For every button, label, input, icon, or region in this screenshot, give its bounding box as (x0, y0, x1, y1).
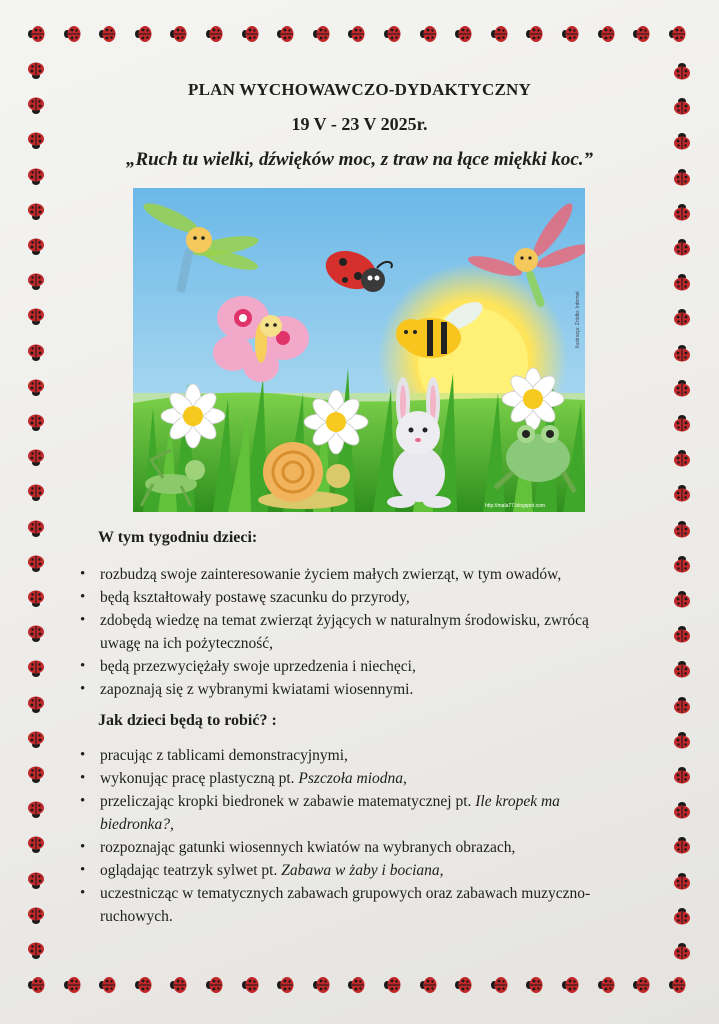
activity-text: pracując z tablicami demonstracyjnymi, (100, 747, 348, 764)
goal-text: zapoznają się z wybranymi kwiatami wiosennymi. (100, 681, 414, 698)
illustration-credit: http://mala77.blogspot.com (485, 503, 546, 509)
activity-text: przeliczając kropki biedronek w zabawie matematycznej pt. (100, 793, 476, 810)
activity-item (80, 790, 600, 836)
activity-title: Ile kropek ma biedronka? (100, 793, 560, 833)
activity-text: wykonując pracę plastyczną pt. (100, 770, 299, 787)
goal-text: będą przezwyciężały swoje uprzedzenia i niechęci, (100, 658, 416, 675)
goal-item (80, 563, 600, 586)
page-title: PLAN WYCHOWAWCZO-DYDAKTYCZNY (188, 80, 531, 99)
activity-title: Pszczoła miodna (298, 770, 404, 787)
activity-text: rozpoznając gatunki wiosennych kwiatów na wybranych obrazach, (100, 839, 516, 856)
activity-item (80, 744, 600, 767)
goals-list (80, 563, 600, 701)
activity-punctuation: , (439, 862, 444, 879)
goal-text: rozbudzą swoje zainteresowanie życiem małych zwierząt, w tym owadów, (100, 566, 562, 583)
activity-text: oglądając teatrzyk sylwet pt. (100, 862, 282, 879)
activity-title: Zabawa w żaby i bociana (281, 862, 440, 879)
activity-item (80, 882, 600, 928)
activities-list (80, 744, 600, 928)
activity-item (80, 767, 600, 790)
goal-text: będą kształtowały postawę szacunku do przyrody, (100, 589, 410, 606)
date-range: 19 V - 23 V 2025r. (291, 114, 428, 134)
section-heading-how: Jak dzieci będą to robić? : (98, 712, 277, 729)
goal-item (80, 655, 600, 678)
activity-item (80, 836, 600, 859)
motto-quote: „Ruch tu wielki, dźwięków moc, z traw na łące miękki koc.” (125, 149, 594, 170)
goal-text: zdobędą wiedzę na temat zwierząt żyjących w naturalnym środowisku, zwrócą uwagę na ich pożyteczność, (100, 612, 589, 652)
activity-text: uczestnicząc w tematycznych zabawach grupowych oraz zabawach muzyczno-ruchowych. (100, 885, 591, 925)
goal-item (80, 586, 600, 609)
meadow-illustration (133, 188, 585, 512)
goal-item (80, 678, 600, 701)
section-heading-week: W tym tygodniu dzieci: (98, 529, 258, 546)
goal-item (80, 609, 600, 655)
activity-item (80, 859, 600, 882)
illustration-side-credit: Ilustracja: Źródło: Internet (575, 291, 581, 348)
activity-punctuation: , (403, 770, 407, 787)
activity-punctuation: , (170, 816, 174, 833)
